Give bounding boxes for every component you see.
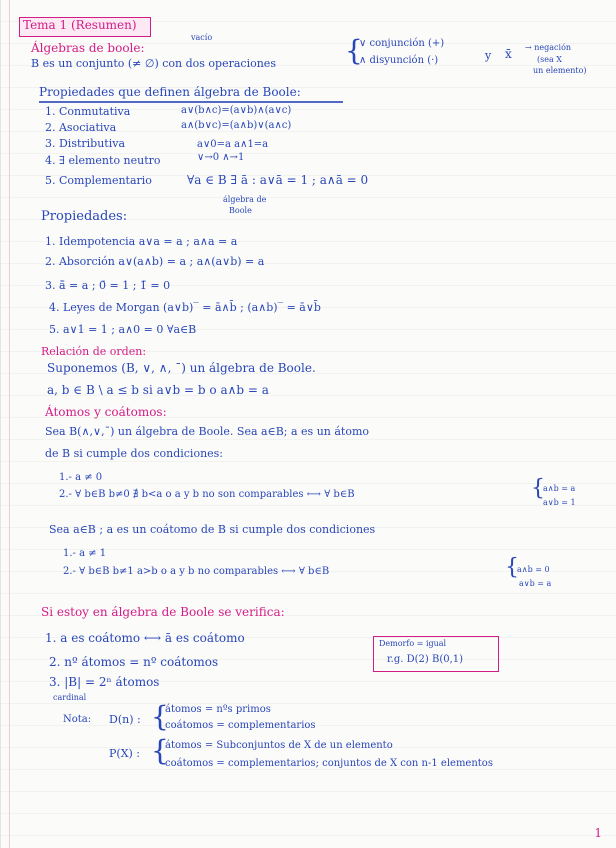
coatom-system-2: a∨b = a [519,579,552,588]
atom-condition-1: 1.- a ≠ 0 [59,472,103,483]
op-disjunction: ∧ disyunción (·) [359,55,439,66]
complement-formula: ∀a ∈ B ∃ ā : a∨ā = 1 ; a∧ā = 0 [187,173,369,187]
atom-system-1: a∧b = a [543,484,576,493]
property-item: 4. Leyes de Morgan (a∨b)‾ = ā∧b̄ ; (a∧b)‾ = ā∨b̄ [49,301,321,314]
definition-heading: Álgebras de boole: [31,41,145,55]
property-item: 3. ā̄ = a ; 0̄ = 1 ; 1̄ = 0 [45,279,171,292]
coatom-system-1: a∧b = 0 [517,565,550,574]
negation-note-1: → negación [525,43,572,52]
prop-item: 4. ∃ elemento neutro [45,154,161,167]
order-line-2: a, b ∈ B \ a ≤ b si a∨b = b o a∧b = a [47,383,269,397]
property-item: 5. a∨1 = 1 ; a∧0 = 0 ∀a∈B [49,323,197,336]
cardinal-note: cardinal [53,693,87,702]
dn-coatoms: coátomos = complementarios [165,720,316,731]
finite-item: 2. nº átomos = nº coátomos [49,655,219,669]
coatoms-line: Sea a∈B ; a es un coátomo de B si cumple dos condiciones [49,523,376,536]
negation-note-3: un elemento) [533,66,587,75]
properties-heading: Propiedades: [41,209,128,224]
prop-item: 2. Asociativa [45,121,117,134]
order-line-1: Suponemos (B, ∨, ∧, ¯) un álgebra de Boole. [47,361,316,375]
finite-heading: Si estoy en álgebra de Boole se verifica: [41,605,285,619]
algebra-note-1: álgebra de [223,195,267,204]
coatom-condition-2: 2.- ∀ b∈B b≠1 a>b o a y b no comparables ⟷ ∀ b∈B [63,566,330,577]
box-line-2: r.g. D(2) B(0,1) [387,654,464,665]
atom-system-brace: { [531,476,545,501]
order-heading: Relación de orden: [41,345,147,358]
prop-item: 5. Complementario [45,174,152,187]
dn-brace: { [151,700,169,733]
page-title: Tema 1 (Resumen) [23,18,137,32]
neutral-formula-2: ∨→0 ∧→1 [197,152,245,163]
assoc-formula-2: a∧(b∨c)=(a∧b)∨(a∧c) [181,120,292,131]
property-item: 1. Idempotencia a∨a = a ; a∧a = a [45,235,238,248]
atom-system-2: a∨b = 1 [543,498,576,507]
and-y: y [485,49,492,62]
algebra-note-2: Boole [229,206,252,215]
prop-item: 1. Conmutativa [45,105,131,118]
finite-item: 1. a es coátomo ⟷ ā es coátomo [45,631,245,645]
definition-line: B es un conjunto (≠ ∅) con dos operaciones [31,57,276,70]
coatom-system-brace: { [505,555,519,580]
finite-item: 3. |B| = 2ⁿ átomos [49,675,160,689]
dn-atoms: átomos = nºs primos [165,704,271,715]
assoc-formula-1: a∨(b∧c)=(a∨b)∧(a∨c) [181,105,292,116]
heading-underline [39,101,343,103]
prop-item: 3. Distributiva [45,137,126,150]
atom-condition-2: 2.- ∀ b∈B b≠0 ∄ b<a o a y b no son comparables ⟷ ∀ b∈B [59,489,355,500]
note-label: Nota: [63,714,92,725]
atoms-line-2: de B si cumple dos condiciones: [45,447,224,460]
atoms-heading: Átomos y coátomos: [45,405,167,419]
defining-props-heading: Propiedades que definen álgebra de Boole: [39,85,301,99]
ops-brace: { [345,34,363,67]
property-item: 2. Absorción a∨(a∧b) = a ; a∧(a∨b) = a [45,255,265,268]
px-label: P(X) : [109,747,141,760]
px-brace: { [151,734,169,767]
negation-symbol: x̄ [505,47,512,61]
dn-label: D(n) : [109,713,141,726]
negation-note-2: (sea X [537,55,562,64]
margin-line [9,0,10,848]
neutral-formula-1: a∨0=a a∧1=a [197,139,269,150]
page-number: 1 [594,826,602,840]
vacio-note: vacío [191,33,213,42]
atoms-line-1: Sea B(∧,∨,¯) un álgebra de Boole. Sea a∈B; a es un átomo [45,425,370,438]
coatom-condition-1: 1.- a ≠ 1 [63,548,107,559]
box-line-1: Demorfo = igual [379,639,447,648]
op-conjunction: ∨ conjunción (+) [359,38,445,49]
px-atoms: átomos = Subconjuntos de X de un elemento [165,740,393,751]
px-coatoms: coátomos = complementarios; conjuntos de X con n-1 elementos [165,758,493,769]
